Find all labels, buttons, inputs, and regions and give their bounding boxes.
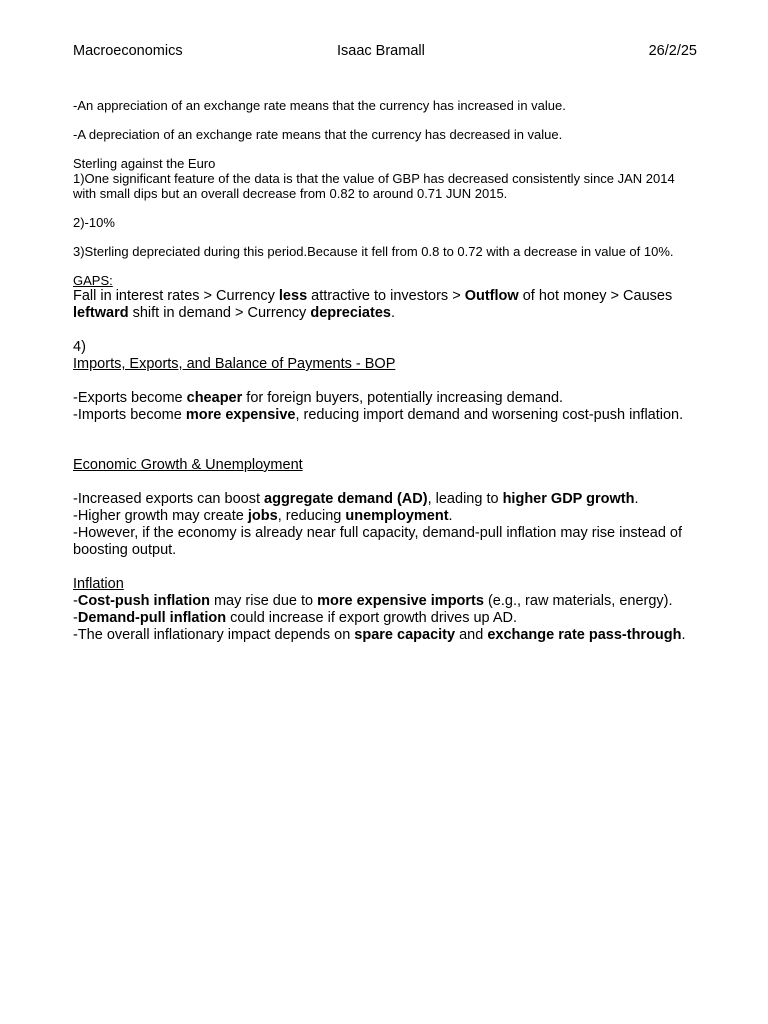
text-run: , reducing import demand and worsening cost-push inflation. — [295, 407, 684, 423]
growth-line — [73, 508, 697, 525]
sterling-answer-2: 2)-10% — [73, 215, 115, 230]
bold-text: more expensive imports — [317, 593, 484, 609]
sterling-answer-3: 3)Sterling depreciated during this period.Because it fell from 0.8 to 0.72 with a decrease in value of 10%. — [73, 244, 674, 259]
bold-text: Cost-push inflation — [77, 593, 210, 609]
gaps-heading: GAPS: — [73, 273, 113, 288]
inflation-line — [73, 610, 697, 627]
bop-line — [73, 407, 697, 424]
growth-heading: Economic Growth & Unemployment — [73, 457, 303, 473]
bold-text: aggregate demand (AD) — [264, 491, 428, 507]
bold-text: cheaper — [186, 390, 243, 406]
bold-text: leftward — [73, 305, 129, 321]
text-run: -Exports become — [73, 390, 187, 406]
text-run: may rise due to — [209, 593, 318, 609]
text-run: -The overall inflationary impact depends on — [73, 627, 355, 643]
text-run: , leading to — [427, 491, 503, 507]
inflation-section — [73, 593, 697, 644]
text-run: , reducing — [277, 508, 346, 524]
text-run: -Increased exports can boost — [73, 491, 265, 507]
bop-section — [73, 390, 697, 424]
text-run: of hot money > Causes — [518, 288, 673, 304]
page-header — [73, 41, 697, 61]
bold-text: Demand-pull inflation — [77, 610, 227, 626]
bold-text: spare capacity — [354, 627, 456, 643]
text-run: -Higher growth may create — [73, 508, 248, 524]
growth-line — [73, 525, 697, 559]
sterling-answer-1: 1)One significant feature of the data is that the value of GBP has decreased consistently since JAN 2014 with small dips but an overall decrease from 0.82 to around 0.71 JUN 2015. — [73, 171, 675, 201]
text-run: attractive to investors > — [307, 288, 465, 304]
question-4-number: 4) — [73, 339, 86, 355]
bold-text: depreciates — [310, 305, 391, 321]
bold-text: unemployment — [345, 508, 449, 524]
growth-section — [73, 491, 697, 559]
definition-depreciation: -A depreciation of an exchange rate means that the currency has decreased in value. — [73, 127, 563, 142]
text-run: - — [73, 610, 78, 626]
bop-heading: Imports, Exports, and Balance of Payments - BOP — [73, 356, 396, 372]
text-run: . — [681, 627, 686, 643]
bold-text: jobs — [247, 508, 278, 524]
inflation-heading: Inflation — [73, 576, 124, 592]
header-subject: Macroeconomics — [73, 43, 183, 59]
bold-text: Outflow — [464, 288, 519, 304]
text-run: . — [448, 508, 453, 524]
gaps-chain — [73, 288, 697, 322]
bop-line — [73, 390, 697, 407]
header-date: 26/2/25 — [648, 43, 697, 59]
growth-line — [73, 491, 697, 508]
text-run: shift in demand > Currency — [128, 305, 311, 321]
bold-text: less — [278, 288, 308, 304]
header-author: Isaac Bramall — [337, 43, 425, 59]
sterling-heading: Sterling against the Euro — [73, 156, 216, 171]
definition-appreciation: -An appreciation of an exchange rate means that the currency has increased in value. — [73, 98, 566, 113]
inflation-line — [73, 627, 697, 644]
text-run: . — [390, 305, 395, 321]
text-run: . — [634, 491, 639, 507]
inflation-line — [73, 593, 697, 610]
text-run: - — [73, 593, 78, 609]
bold-text: exchange rate pass-through — [487, 627, 682, 643]
document-page — [73, 41, 697, 644]
text-run: Fall in interest rates > Currency — [73, 288, 279, 304]
text-run: -However, if the economy is already near full capacity, demand-pull inflation may rise instead of boosting output. — [73, 525, 683, 558]
text-run: -Imports become — [73, 407, 186, 423]
text-run: (e.g., raw materials, energy). — [483, 593, 673, 609]
text-run: could increase if export growth drives up AD. — [226, 610, 518, 626]
text-run: and — [455, 627, 488, 643]
bold-text: more expensive — [185, 407, 296, 423]
bold-text: higher GDP growth — [502, 491, 635, 507]
text-run: for foreign buyers, potentially increasing demand. — [242, 390, 564, 406]
